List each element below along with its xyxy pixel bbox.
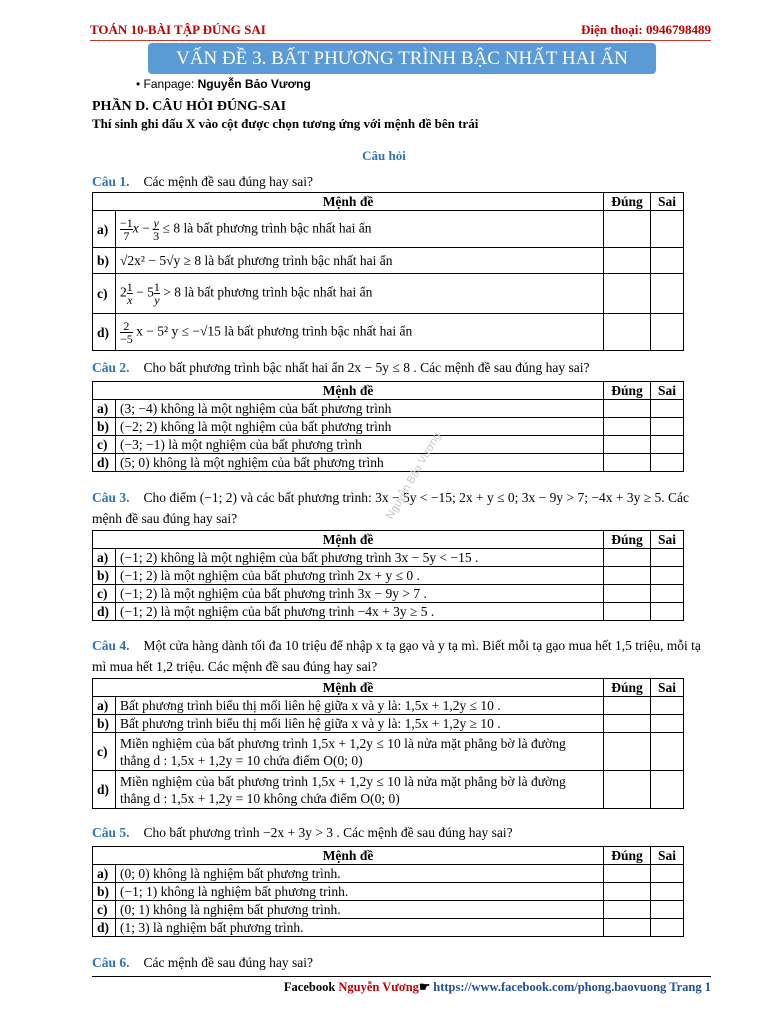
false-cell[interactable] bbox=[651, 585, 684, 603]
header-statement: Mệnh đề bbox=[93, 847, 604, 865]
row-key: a) bbox=[93, 865, 116, 883]
question-number: Câu 1. bbox=[92, 174, 130, 189]
question-text: Cho bất phương trình bậc nhất hai ẩn 2x − 5y ≤ 8 . Các mệnh đề sau đúng hay sai? bbox=[143, 360, 590, 375]
part-title: PHẦN D. CÂU HỎI ĐÚNG-SAI bbox=[92, 99, 287, 114]
true-cell[interactable] bbox=[604, 901, 651, 919]
true-cell[interactable] bbox=[604, 454, 651, 472]
false-cell[interactable] bbox=[651, 715, 684, 733]
header-false: Sai bbox=[651, 193, 684, 211]
question-text: Một cửa hàng dành tối đa 10 triệu để nhập x tạ gạo và y tạ mì. Biết mỗi tạ gạo mua hết 1,5 triệu, mỗi tạ mì mua hết 1,2 triệu. Các mệnh đề sau đúng hay sai? bbox=[92, 638, 701, 674]
false-cell[interactable] bbox=[651, 549, 684, 567]
header-true: Đúng bbox=[604, 531, 651, 549]
true-cell[interactable] bbox=[604, 919, 651, 937]
row-statement: (−3; −1) là một nghiệm của bất phương trình bbox=[116, 436, 604, 454]
true-cell[interactable] bbox=[604, 549, 651, 567]
instruction: Thí sinh ghi dấu X vào cột được chọn tương ứng với mệnh đề bên trái bbox=[92, 116, 479, 131]
true-cell[interactable] bbox=[604, 436, 651, 454]
row-key: b) bbox=[93, 418, 116, 436]
header-statement: Mệnh đề bbox=[93, 193, 604, 211]
true-cell[interactable] bbox=[604, 418, 651, 436]
header-subject: TOÁN 10-BÀI TẬP ĐÚNG SAI bbox=[90, 22, 266, 37]
question-text: Các mệnh đề sau đúng hay sai? bbox=[143, 174, 313, 189]
row-key: c) bbox=[93, 436, 116, 454]
row-key: c) bbox=[93, 585, 116, 603]
row-statement: (5; 0) không là một nghiệm của bất phương trình bbox=[116, 454, 604, 472]
fanpage-line bbox=[136, 77, 311, 91]
row-key: b) bbox=[93, 883, 116, 901]
row-statement: (0; 0) không là nghiệm bất phương trình. bbox=[116, 865, 604, 883]
row-statement: Miền nghiệm của bất phương trình 1,5x + 1,2y ≤ 10 là nửa mặt phẳng bờ là đường thẳng d : 1,5x + 1,2y = 10 không chứa điểm O(0; 0) bbox=[116, 771, 604, 809]
question-text: Các mệnh đề sau đúng hay sai? bbox=[143, 955, 313, 970]
false-cell[interactable] bbox=[651, 248, 684, 274]
false-cell[interactable] bbox=[651, 901, 684, 919]
question-3-table bbox=[92, 530, 684, 621]
question-2-table bbox=[92, 381, 684, 472]
page-number: Trang 1 bbox=[666, 980, 711, 994]
false-cell[interactable] bbox=[651, 400, 684, 418]
true-cell[interactable] bbox=[604, 314, 651, 351]
true-cell[interactable] bbox=[604, 603, 651, 621]
question-text: Cho bất phương trình −2x + 3y > 3 . Các mệnh đề sau đúng hay sai? bbox=[143, 825, 513, 840]
row-key: d) bbox=[93, 603, 116, 621]
true-cell[interactable] bbox=[604, 248, 651, 274]
row-key: b) bbox=[93, 248, 116, 274]
question-2 bbox=[92, 357, 712, 378]
row-statement: (−1; 1) không là nghiệm bất phương trình. bbox=[116, 883, 604, 901]
question-number: Câu 4. bbox=[92, 638, 130, 653]
row-key: c) bbox=[93, 733, 116, 771]
table-row bbox=[93, 715, 684, 733]
table-row bbox=[93, 400, 684, 418]
row-key: a) bbox=[93, 697, 116, 715]
header-true: Đúng bbox=[604, 382, 651, 400]
row-key: a) bbox=[93, 549, 116, 567]
question-number: Câu 6. bbox=[92, 955, 130, 970]
table-row bbox=[93, 603, 684, 621]
header-false: Sai bbox=[651, 679, 684, 697]
pointing-hand-icon: ☛ bbox=[418, 980, 434, 994]
false-cell[interactable] bbox=[651, 454, 684, 472]
header-statement: Mệnh đề bbox=[93, 679, 604, 697]
row-statement: (−1; 2) là một nghiệm của bất phương trình 3x − 9y > 7 . bbox=[116, 585, 604, 603]
table-row bbox=[93, 771, 684, 809]
table-row bbox=[93, 248, 684, 274]
false-cell[interactable] bbox=[651, 771, 684, 809]
header-false: Sai bbox=[651, 382, 684, 400]
header-true: Đúng bbox=[604, 193, 651, 211]
true-cell[interactable] bbox=[604, 883, 651, 901]
question-number: Câu 5. bbox=[92, 825, 130, 840]
row-statement: Miền nghiệm của bất phương trình 1,5x + 1,2y ≤ 10 là nửa mặt phẳng bờ là đường thẳng d : 1,5x + 1,2y = 10 chứa điểm O(0; 0) bbox=[116, 733, 604, 771]
question-4-table bbox=[92, 678, 684, 809]
header-statement: Mệnh đề bbox=[93, 531, 604, 549]
row-key: c) bbox=[93, 274, 116, 314]
table-row bbox=[93, 883, 684, 901]
footer-label: Facebook bbox=[283, 980, 339, 994]
header-true: Đúng bbox=[604, 847, 651, 865]
row-key: d) bbox=[93, 314, 116, 351]
true-cell[interactable] bbox=[604, 567, 651, 585]
row-key: a) bbox=[93, 400, 116, 418]
page-footer bbox=[92, 976, 711, 995]
page-header bbox=[90, 22, 711, 41]
row-statement: Bất phương trình biểu thị mối liên hệ giữa x và y là: 1,5x + 1,2y ≤ 10 . bbox=[116, 697, 604, 715]
row-statement: (−1; 2) không là một nghiệm của bất phương trình 3x − 5y < −15 . bbox=[116, 549, 604, 567]
true-cell[interactable] bbox=[604, 697, 651, 715]
question-1-table bbox=[92, 192, 684, 351]
row-statement: √2x² − 5√y ≥ 8 là bất phương trình bậc nhất hai ẩn bbox=[116, 248, 604, 274]
row-statement: (−1; 2) là một nghiệm của bất phương trình 2x + y ≤ 0 . bbox=[116, 567, 604, 585]
true-cell[interactable] bbox=[604, 211, 651, 248]
table-row bbox=[93, 567, 684, 585]
true-cell[interactable] bbox=[604, 400, 651, 418]
true-cell[interactable] bbox=[604, 733, 651, 771]
row-statement: $\frac{-1}{7}$ x − $\frac{y}{3}$ ≤ 8 là bất phương trình bậc nhất hai ẩn bbox=[116, 211, 604, 248]
table-row bbox=[93, 585, 684, 603]
false-cell[interactable] bbox=[651, 567, 684, 585]
row-statement: $\frac{2}{-5}$ x − 5² y ≤ −√15 là bất phương trình bậc nhất hai ẩn bbox=[116, 314, 604, 351]
false-cell[interactable] bbox=[651, 436, 684, 454]
true-cell[interactable] bbox=[604, 865, 651, 883]
table-row bbox=[93, 865, 684, 883]
table-row bbox=[93, 211, 684, 248]
true-cell[interactable] bbox=[604, 715, 651, 733]
false-cell[interactable] bbox=[651, 865, 684, 883]
table-row bbox=[93, 274, 684, 314]
header-false: Sai bbox=[651, 847, 684, 865]
question-5-table bbox=[92, 846, 684, 937]
question-number: Câu 2. bbox=[92, 360, 130, 375]
false-cell[interactable] bbox=[651, 211, 684, 248]
table-row bbox=[93, 314, 684, 351]
table-row bbox=[93, 919, 684, 937]
footer-link[interactable]: https://www.facebook.com/phong.baovuong bbox=[433, 980, 667, 994]
row-statement: (3; −4) không là một nghiệm của bất phương trình bbox=[116, 400, 604, 418]
row-statement: (−2; 2) không là một nghiệm của bất phương trình bbox=[116, 418, 604, 436]
row-key: b) bbox=[93, 567, 116, 585]
row-key: c) bbox=[93, 901, 116, 919]
false-cell[interactable] bbox=[651, 603, 684, 621]
false-cell[interactable] bbox=[651, 733, 684, 771]
row-key: d) bbox=[93, 771, 116, 809]
table-row bbox=[93, 549, 684, 567]
table-row bbox=[93, 697, 684, 715]
question-number: Câu 3. bbox=[92, 490, 130, 505]
row-statement: Bất phương trình biểu thị mối liên hệ giữa x và y là: 1,5x + 1,2y ≥ 10 . bbox=[116, 715, 604, 733]
question-5 bbox=[92, 822, 712, 843]
fanpage-label: • Fanpage: bbox=[136, 77, 198, 91]
question-4 bbox=[92, 635, 712, 677]
header-statement: Mệnh đề bbox=[93, 382, 604, 400]
true-cell[interactable] bbox=[604, 274, 651, 314]
footer-author: Nguyễn Vương bbox=[338, 980, 419, 994]
question-text: Cho điểm (−1; 2) và các bất phương trình: 3x − 5y < −15; 2x + y ≤ 0; 3x − 9y > 7; −4x + 3y ≥ 5. Các mệnh đề sau đúng hay sai? bbox=[92, 490, 689, 526]
table-row bbox=[93, 436, 684, 454]
table-row bbox=[93, 454, 684, 472]
header-true: Đúng bbox=[604, 679, 651, 697]
header-false: Sai bbox=[651, 531, 684, 549]
row-key: b) bbox=[93, 715, 116, 733]
table-row bbox=[93, 733, 684, 771]
false-cell[interactable] bbox=[651, 274, 684, 314]
header-phone: Điện thoại: 0946798489 bbox=[581, 22, 711, 37]
question-6 bbox=[92, 952, 712, 973]
row-statement: (−1; 2) là một nghiệm của bất phương trình −4x + 3y ≥ 5 . bbox=[116, 603, 604, 621]
false-cell[interactable] bbox=[651, 697, 684, 715]
table-row bbox=[93, 418, 684, 436]
table-row bbox=[93, 901, 684, 919]
false-cell[interactable] bbox=[651, 883, 684, 901]
row-key: d) bbox=[93, 454, 116, 472]
fanpage-name: Nguyễn Bảo Vương bbox=[197, 77, 311, 91]
false-cell[interactable] bbox=[651, 919, 684, 937]
watermark: Nguyễn Bảo Vương bbox=[384, 430, 444, 522]
row-key: a) bbox=[93, 211, 116, 248]
row-statement: (0; 1) không là nghiệm bất phương trình. bbox=[116, 901, 604, 919]
topic-banner: VẤN ĐỀ 3. BẤT PHƯƠNG TRÌNH BẬC NHẤT HAI ẨN bbox=[148, 43, 656, 74]
false-cell[interactable] bbox=[651, 314, 684, 351]
section-title: Câu hỏi bbox=[362, 148, 406, 163]
true-cell[interactable] bbox=[604, 585, 651, 603]
row-statement: (1; 3) là nghiệm bất phương trình. bbox=[116, 919, 604, 937]
false-cell[interactable] bbox=[651, 418, 684, 436]
row-statement: 2 $\frac{1}{x}$ − 5 $\frac{1}{y}$ > 8 là bất phương trình bậc nhất hai ẩn bbox=[116, 274, 604, 314]
row-key: d) bbox=[93, 919, 116, 937]
question-1 bbox=[92, 171, 712, 192]
true-cell[interactable] bbox=[604, 771, 651, 809]
